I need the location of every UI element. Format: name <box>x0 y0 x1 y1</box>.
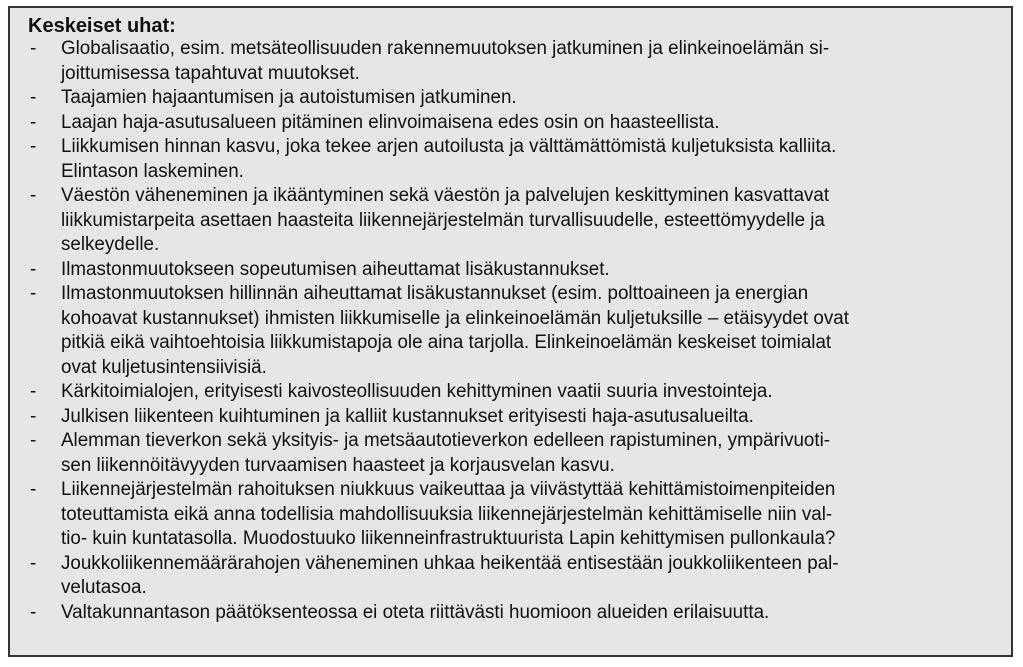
threat-item <box>10 135 1011 184</box>
threat-item <box>10 380 1011 405</box>
bullet-dash: - <box>30 430 37 451</box>
threats-list <box>10 37 1011 625</box>
threat-item-line: Liikkumisen hinnan kasvu, joka tekee arjen autoilusta ja välttämättömistä kuljetuksista kalliita. <box>61 136 837 157</box>
section-heading: Keskeiset uhat: <box>28 15 176 37</box>
bullet-dash: - <box>30 405 37 427</box>
bullet-dash: - <box>30 381 37 402</box>
bullet-dash: - <box>30 87 37 108</box>
bullet-dash: - <box>30 136 37 157</box>
threat-item-line: ovat kuljetusintensiivisiä. <box>61 356 267 378</box>
bullet-dash: - <box>30 601 37 623</box>
threat-item-line: sen liikennöitävyyden turvaamisen haasteet ja korjausvelan kasvu. <box>61 454 615 476</box>
threat-item-line: Alemman tieverkon sekä yksityis- ja metsäautotieverkon edelleen rapistuminen, ympärivuoti- <box>61 430 831 451</box>
threat-item <box>10 111 1011 136</box>
bullet-dash: - <box>30 111 37 133</box>
threat-item-line: selkeydelle. <box>61 234 160 255</box>
threat-item <box>10 86 1011 111</box>
threat-item-line: joittumisessa tapahtuvat muutokset. <box>61 62 360 84</box>
threat-item-line: Kärkitoimialojen, erityisesti kaivosteollisuuden kehittyminen vaatii suuria investointeja. <box>61 381 773 402</box>
threat-item <box>10 258 1011 283</box>
bullet-dash: - <box>30 258 37 280</box>
bullet-dash: - <box>30 38 37 59</box>
threat-item-line: Ilmastonmuutokseen sopeutumisen aiheuttamat lisäkustannukset. <box>61 258 610 280</box>
threat-item-line: Väestön väheneminen ja ikääntyminen sekä väestön ja palvelujen keskittyminen kasvattavat <box>61 185 830 206</box>
threat-item-line: Globalisaatio, esim. metsäteollisuuden rakennemuutoksen jatkuminen ja elinkeinoelämän si- <box>61 38 830 59</box>
threat-item-line: Joukkoliikennemäärärahojen väheneminen uhkaa heikentää entisestään joukkoliikenteen pal- <box>61 552 839 574</box>
bullet-dash: - <box>30 283 37 304</box>
threat-item <box>10 552 1011 601</box>
threat-item-line: Julkisen liikenteen kuihtuminen ja kalliit kustannukset erityisesti haja-asutusalueilta. <box>61 405 754 427</box>
threat-item-line: kohoavat kustannukset) ihmisten liikkumiselle ja elinkeinoelämän kuljetuksille – etäisyydet ovat <box>61 307 849 329</box>
threat-item-line: Elintason laskeminen. <box>61 160 244 182</box>
threat-item <box>10 478 1011 552</box>
threat-item-line: tio- kuin kuntatasolla. Muodostuuko liikenneinfrastruktuurista Lapin kehittymisen pullonkaula? <box>61 528 836 549</box>
threat-item-line: pitkiä eikä vaihtoehtoisia liikkumistapoja ole aina tarjolla. Elinkeinoelämän keskeiset toimialat <box>61 332 832 353</box>
threat-item-line: Laajan haja-asutusalueen pitäminen elinvoimaisena edes osin on haasteellista. <box>61 111 720 133</box>
threat-item <box>10 405 1011 430</box>
threat-item-line: Taajamien hajaantumisen ja autoistumisen jatkuminen. <box>61 87 517 108</box>
threat-item <box>10 282 1011 380</box>
threat-item <box>10 601 1011 626</box>
threat-item-line: velutasoa. <box>61 577 147 598</box>
threat-item <box>10 184 1011 258</box>
bullet-dash: - <box>30 185 37 206</box>
threat-item-line: Liikennejärjestelmän rahoituksen niukkuus vaikeuttaa ja viivästyttää kehittämistoimenpiteiden <box>61 479 836 500</box>
bullet-dash: - <box>30 479 37 500</box>
threat-item <box>10 429 1011 478</box>
threat-item-line: Valtakunnantason päätöksenteossa ei oteta riittävästi huomioon alueiden erilaisuutta. <box>61 601 770 623</box>
threat-item-line: toteuttamista eikä anna todellisia mahdollisuuksia liikennejärjestelmän kehittämiselle niin val- <box>61 503 833 525</box>
threat-item-line: Ilmastonmuutoksen hillinnän aiheuttamat lisäkustannukset (esim. polttoaineen ja energian <box>61 283 809 304</box>
bullet-dash: - <box>30 552 37 574</box>
threat-item <box>10 37 1011 86</box>
threat-item-line: liikkumistarpeita asettaen haasteita liikennejärjestelmän turvallisuudelle, esteettömyydelle ja <box>61 209 825 231</box>
threats-box <box>8 6 1013 657</box>
